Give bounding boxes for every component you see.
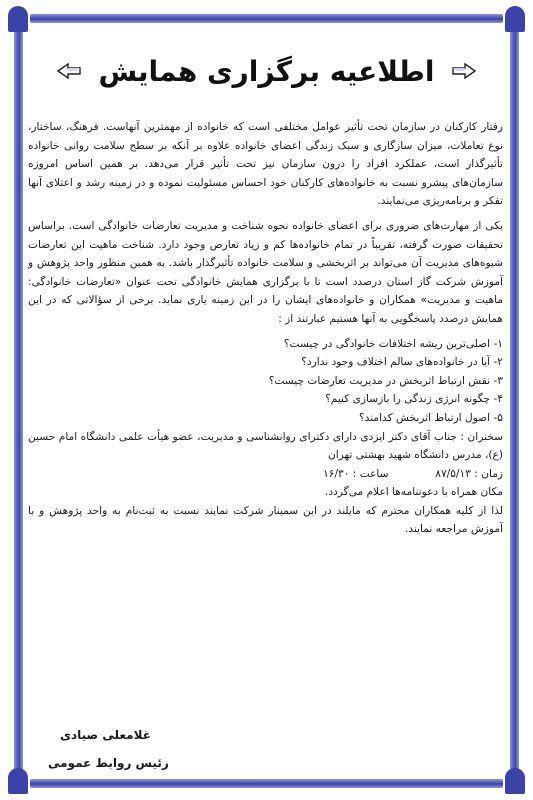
folded-arrow-icon (451, 62, 477, 80)
question-list (28, 335, 503, 428)
datetime-line (28, 465, 503, 484)
border-top (30, 14, 503, 23)
corner-ornament-icon (505, 6, 525, 32)
announcement-body (28, 118, 503, 770)
list-item: ۲- آیا در خانواده‌های سالم اختلاف وجود ندارد؟ (301, 356, 503, 369)
list-item: ۴- چگونه انرژی زندگی را بازسازی کنیم؟ (325, 393, 503, 406)
corner-ornament-icon (8, 6, 28, 32)
page-title: اطلاعیه برگزاری همایش (98, 54, 435, 88)
border-bottom (30, 779, 503, 788)
place-line: مکان همراه با دعوتنامه‌ها اعلام می‌گردد. (325, 486, 503, 499)
intro-paragraph: رفتار کارکنان در سازمان تحت تأثیر عوامل مختلفی است که خانواده از مهمترین آنهاست. فرهنگ، ساختار، نوع تعاملات، میزان سازگاری و سبک زندگی اعضای خانواده علاوه بر آنکه بر سطح سلامت روانی خانواده تأثیرگذار است، عملکرد افراد را درون سازمان نیز تحت تأثیر قرار می‌دهد. بر همین اساس امروزه سازمان‌های پیشرو نسبت به خانواده‌های کارکنان خود احساس مسئولیت نموده و در زمینه رشد و اعتلای آنها تفکر و برنامه‌ریزی می‌نمایند. (28, 121, 503, 208)
folded-arrow-icon (56, 62, 82, 80)
signature-title: رئیس روابط عمومی (48, 756, 169, 770)
date-text: زمان : ۸۷/۵/۱۳ (435, 467, 503, 480)
corner-ornament-icon (8, 768, 28, 794)
body-paragraph: یکی از مهارت‌های ضروری برای اعضای خانواده نحوه شناخت و مدیریت تعارضات خانوادگی است. براساس تحقیقات صورت گرفته، تقریباً در تمام خانواده‌ها کم و زیاد تعارض وجود دارد. شناخت ماهیت این تعارضات شیوه‌های مدیریت آن می‌تواند بر اثربخشی و سلامت خانواده تأثیرگذار باشد. به همین منظور واحد پژوهش و آموزش شرکت گاز استان درصدد است تا با برگزاری همایش خانوادگی تحت عنوان «تعارضات خانوادگی: ماهیت و مدیریت» همکاران و خانواده‌های ایشان را در این زمینه یاری نماید. برخی از سؤالاتی که در این همایش درصدد پاسخگویی به آنها هستیم عبارتند از : (28, 219, 503, 325)
border-right (510, 28, 519, 772)
signature-name: غلامعلی صیادی (60, 728, 151, 742)
border-left (14, 28, 23, 772)
request-line: لذا از کلیه همکاران محترم که مایلند در این سمینار شرکت نمایند نسبت به ثبت‌نام به واحد پژوهش و با آموزش مراجعه نمایند. (28, 504, 503, 536)
time-text: ساعت : ۱۶/۳۰ (323, 467, 389, 480)
corner-ornament-icon (505, 768, 525, 794)
list-item: ۳- نقش ارتباط اثربخش در مدیریت تعارضات چیست؟ (268, 374, 503, 387)
list-item: ۱- اصلی‌ترین ریشه اختلافات خانوادگی در چیست؟ (283, 337, 503, 350)
header (40, 40, 493, 102)
speaker-line: سخنران : جناب آقای دکتر ایزدی دارای دکترای روانشناسی و مدیریت، عضو هیأت علمی دانشگاه امام حسین (ع)، مدرس دانشگاه شهید بهشتی تهران (28, 430, 503, 462)
list-item: ۵- اصول ارتباط اثربخش کدامند؟ (359, 411, 503, 424)
